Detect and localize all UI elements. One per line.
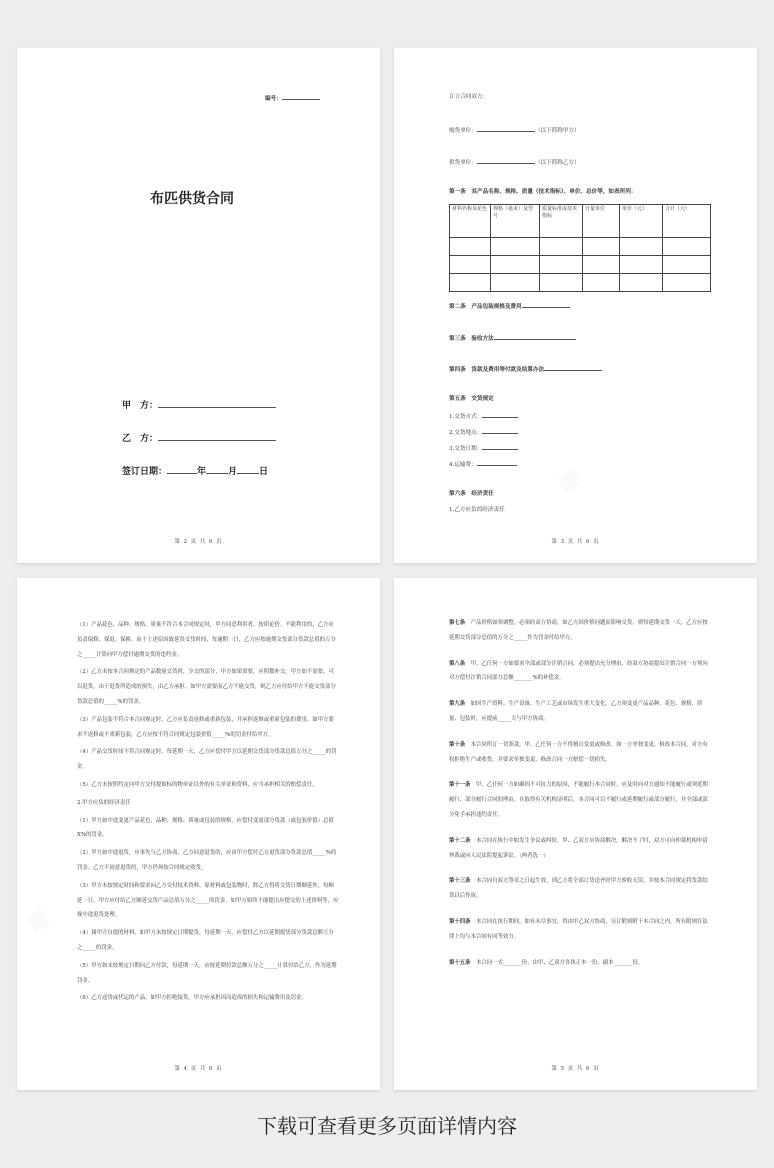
- paragraph: （3）甲方未按规定时间和要求向乙方交付技术资料、原材料或包装物时，除乙方得将交货日期顺延外，每顺延一日，甲方应付给乙方顺延交货产品总值万分之_____的罚金。如甲方始终不能提出应提交的上述资料等，应视中途退货处理。: [77, 882, 339, 919]
- party-a-label: 甲 方：: [122, 401, 159, 411]
- delivery-item-label: 4.运输费：: [449, 462, 477, 468]
- article-2-blank: [522, 301, 570, 308]
- party-a-blank: [158, 398, 276, 408]
- article: [449, 738, 711, 768]
- delivery-item-blank: [477, 459, 517, 466]
- paragraph: （4）属甲方自提的材料，如甲方未按规定日期提货，每延期一天，应偿付乙方以延期提货部分货款总额万分之_____的罚金。: [77, 930, 334, 951]
- article-5-heading: 第五条 交货规定: [449, 396, 494, 402]
- table-row: [450, 238, 711, 256]
- buyer-label: 购货单位：: [449, 128, 477, 134]
- table-header-cell: 单价（元）: [620, 205, 663, 238]
- party-a-line: [122, 398, 276, 411]
- article: [449, 874, 711, 904]
- article-head: 第九条: [449, 701, 466, 708]
- page-number: 第 2 页 共 6 页: [174, 539, 223, 545]
- article-text: 本合同所订一切条款，甲、乙任何一方不得擅自变更或修改。如一方单独变更、修改本合同，对方有权拒绝生产或收货，并要求单独变更、修改合同一方赔偿一切损失。: [449, 741, 708, 763]
- delivery-item-blank: [482, 411, 518, 418]
- page-number: 第 5 页 共 6 页: [551, 1066, 600, 1072]
- article: [449, 834, 711, 864]
- table-header-cell: 材料名称及花色: [450, 205, 491, 238]
- buyer-blank: [477, 125, 535, 132]
- article: [449, 657, 711, 687]
- article: [449, 778, 711, 822]
- table-row: [450, 256, 711, 274]
- article-head: 第十五条: [449, 959, 471, 966]
- article-text: 本合同自双方签章之日起生效，到乙方将全部订货送齐经甲方验收无误，并按本合同规定将货款结算以后作废。: [449, 878, 708, 900]
- contract-page-3: [17, 578, 380, 1090]
- day-blank: [237, 464, 259, 474]
- article-6-item: 1.乙方应负的经济责任: [449, 507, 505, 513]
- contract-number-field: [265, 93, 320, 103]
- article-6-heading: 第六条 经济责任: [449, 491, 494, 497]
- table-header-cell: 合计（元）: [663, 205, 711, 238]
- article-3-heading: 第三条 验收方法: [449, 336, 494, 342]
- contract-page-cover: [17, 48, 380, 563]
- delivery-item-label: 3.交货日期：: [449, 446, 483, 452]
- paragraph: （4）产品交货时间不符合同规定时，每延期一天，乙方应偿付甲方以延期交货部分货款总值万分之_____的罚金。: [77, 749, 337, 771]
- paragraph: （1）产品花色、品种、规格、质量不符合本合同规定时，甲方同意利用者，按质论价。不能利用的，乙方应负责保修、保退、保换。由于上述原因致延误交货时间，每逾期一日，乙方应按逾期交货部分货款总值的万分之_____计算向甲方偿付逾期交货的违约金。: [77, 622, 336, 658]
- sign-date-label: 签订日期：: [122, 467, 168, 477]
- table-header-row: [450, 205, 711, 238]
- article-text: 如因生产资料、生产设备、生产工艺或市场发生重大变化，乙方须变更产品品种、花色、规格、质量、包装时，应提前_____天与甲方协商。: [449, 701, 703, 722]
- article-3-blank: [494, 333, 576, 340]
- year-blank: [167, 464, 197, 474]
- paragraph: （2）甲方如中途退货，应事先与乙方协商，乙方同意退货的，应由甲方偿付乙方退货部分货款总值_____%的罚金。乙方不同意退货的，甲方仍须按合同规定收货。: [77, 850, 337, 871]
- delivery-item: [449, 411, 518, 421]
- paragraph: （5）甲方如未按规定日期向乙方付款，每延期一天，应按延期付款总额万分之_____计算付给乙方，作为延期罚金。: [77, 962, 337, 984]
- contract-title: 布匹供货合同: [150, 191, 234, 207]
- supplier-note: （以下简称乙方）: [534, 160, 580, 166]
- table-row: [450, 274, 711, 292]
- article-text: 甲、乙任何一方如要求全部或部分注销合同，必须提出充分理由，经双方协商提出注销合同一方须向对方偿付注销合同部分总额_______%的补偿金。: [449, 660, 708, 682]
- article-text: 本合同一式_______份，由甲、乙双方各执正本一份、副本_______份。: [475, 959, 644, 966]
- page-number: 第 3 页 共 6 页: [551, 539, 600, 545]
- party-b-label: 乙 方：: [122, 434, 159, 444]
- buyer-line: [449, 125, 580, 135]
- article: [449, 915, 711, 945]
- paragraph: 2.甲方应负的经济责任: [77, 799, 131, 806]
- supplier-label: 供货单位：: [449, 160, 477, 166]
- article-head: 第十一条: [449, 782, 471, 789]
- article-head: 第十二条: [449, 837, 471, 844]
- article-head: 第十三条: [449, 878, 471, 885]
- goods-table: [449, 204, 711, 292]
- article: [449, 616, 711, 646]
- article: [449, 956, 711, 971]
- sign-date-line: [122, 464, 268, 477]
- paragraph: （6）乙方送货或代运的产品，如甲方拒绝接货，甲方应承担因而造成的损失和运输费用及罚金。: [77, 995, 307, 1002]
- download-caption: 下载可查看更多页面详情内容: [257, 1114, 517, 1138]
- table-header-cell: 规格（毫米）及型号: [491, 205, 540, 238]
- supplier-line: [449, 157, 580, 167]
- delivery-item-blank: [482, 427, 518, 434]
- table-header-cell: 质量标准或技术指标: [540, 205, 583, 238]
- article-4-line: [449, 364, 602, 374]
- article-text: 产品价格如须调整，必须经双方协商，如乙方因价格问题而影响交货，则每延期交货一天，乙方应按延期交货部分总值的万分之_____作为罚金付给甲方。: [449, 620, 708, 641]
- watermark: [22, 904, 53, 936]
- party-b-line: [122, 431, 276, 444]
- article: [449, 697, 711, 727]
- article-text: 本合同在执行期间，如有未尽事宜，得由甲乙双方协商，另订附则附于本合同之内，所有附则在法律上均与本合同有同等效力。: [449, 918, 708, 940]
- contract-page-4: [394, 578, 757, 1090]
- paragraph: （1）甲方如中途变更产品花色、品种、规格、质量或包装的规格，应偿付变更部分货款（或包装价值）总值 X%的罚金。: [77, 817, 334, 839]
- article-text: 本合同在执行中如发生争议或纠纷，甲、乙双方应协商解决，解决不了时，双方可向仲裁机构申请仲裁或向人民法院提起诉讼。（两者选一）: [449, 837, 708, 859]
- delivery-item-label: 1.交货方式：: [449, 414, 483, 420]
- article-1-heading: 第一条 其产品名称、规格、质量（技术指标）、单价、总价等，如表所列：: [449, 189, 637, 195]
- article-3-line: [449, 333, 576, 343]
- paragraph: （5）乙方未按照约定向甲方交付提取标的物单证以外的有关单证和资料，应当承担相关的赔偿责任。: [77, 781, 318, 788]
- article-head: 第十条: [449, 741, 466, 748]
- article-head: 第七条: [449, 620, 466, 626]
- delivery-item: [449, 443, 518, 453]
- supplier-blank: [477, 157, 535, 164]
- buyer-note: （以下简称甲方）: [534, 128, 580, 134]
- contract-number-blank: [282, 93, 320, 100]
- delivery-item-label: 2.交货地点：: [449, 430, 483, 436]
- paragraph: （2）乙方未按本合同规定的产品数量交货时，少交的部分，甲方如果需要，应照数补交。甲方如不需要，可以退货。由于退货所造成的损失，由乙方承担。如甲方需要而乙方不能交货，则乙方应付给甲方不能交货部分货款总值的_____%的罚金。: [77, 669, 336, 705]
- watermark: [554, 464, 585, 496]
- article-4-heading: 第四条 货款及费用等付款及结算办法: [449, 367, 545, 373]
- article-2-heading: 第二条 产品包装规格及费用: [449, 304, 522, 310]
- delivery-item: [449, 427, 518, 437]
- article-head: 第八条: [449, 660, 466, 667]
- article-head: 第十四条: [449, 918, 471, 925]
- party-b-blank: [158, 431, 276, 441]
- page-4-body: [449, 616, 711, 981]
- article-4-blank: [544, 364, 602, 371]
- paragraph: （3）产品包装不符合本合同规定时，乙方应负责返修或重新包装，并承担返修或重新包装的费用。如甲方要求不返修或不重新包装，乙方应按不符合同规定包装价值_____%的罚金付给甲方。: [77, 716, 334, 738]
- year-label: 年: [197, 467, 207, 477]
- month-label: 月: [228, 467, 238, 477]
- month-blank: [206, 464, 228, 474]
- contract-page-2: [394, 48, 757, 563]
- delivery-item: [449, 459, 517, 469]
- article-2-line: [449, 301, 570, 311]
- delivery-item-blank: [482, 443, 518, 450]
- article-text: 甲、乙任何一方如确因不可抗力的原因，不能履行本合同时，应及时向对方通知不能履行或须延期履行、部分履行合同的理由。在取得有关机构证明后，本合同可以不履行或延期履行或部分履行，并全部或部分免予承担违约责任。: [449, 782, 708, 818]
- day-label: 日: [259, 467, 269, 477]
- table-header-cell: 计量单位: [583, 205, 620, 238]
- contract-number-label: 编号：: [265, 96, 282, 102]
- intro-text: 订立合同双方：: [449, 94, 489, 100]
- page-number: 第 4 页 共 6 页: [174, 1066, 223, 1072]
- page-3-body: [77, 618, 339, 1009]
